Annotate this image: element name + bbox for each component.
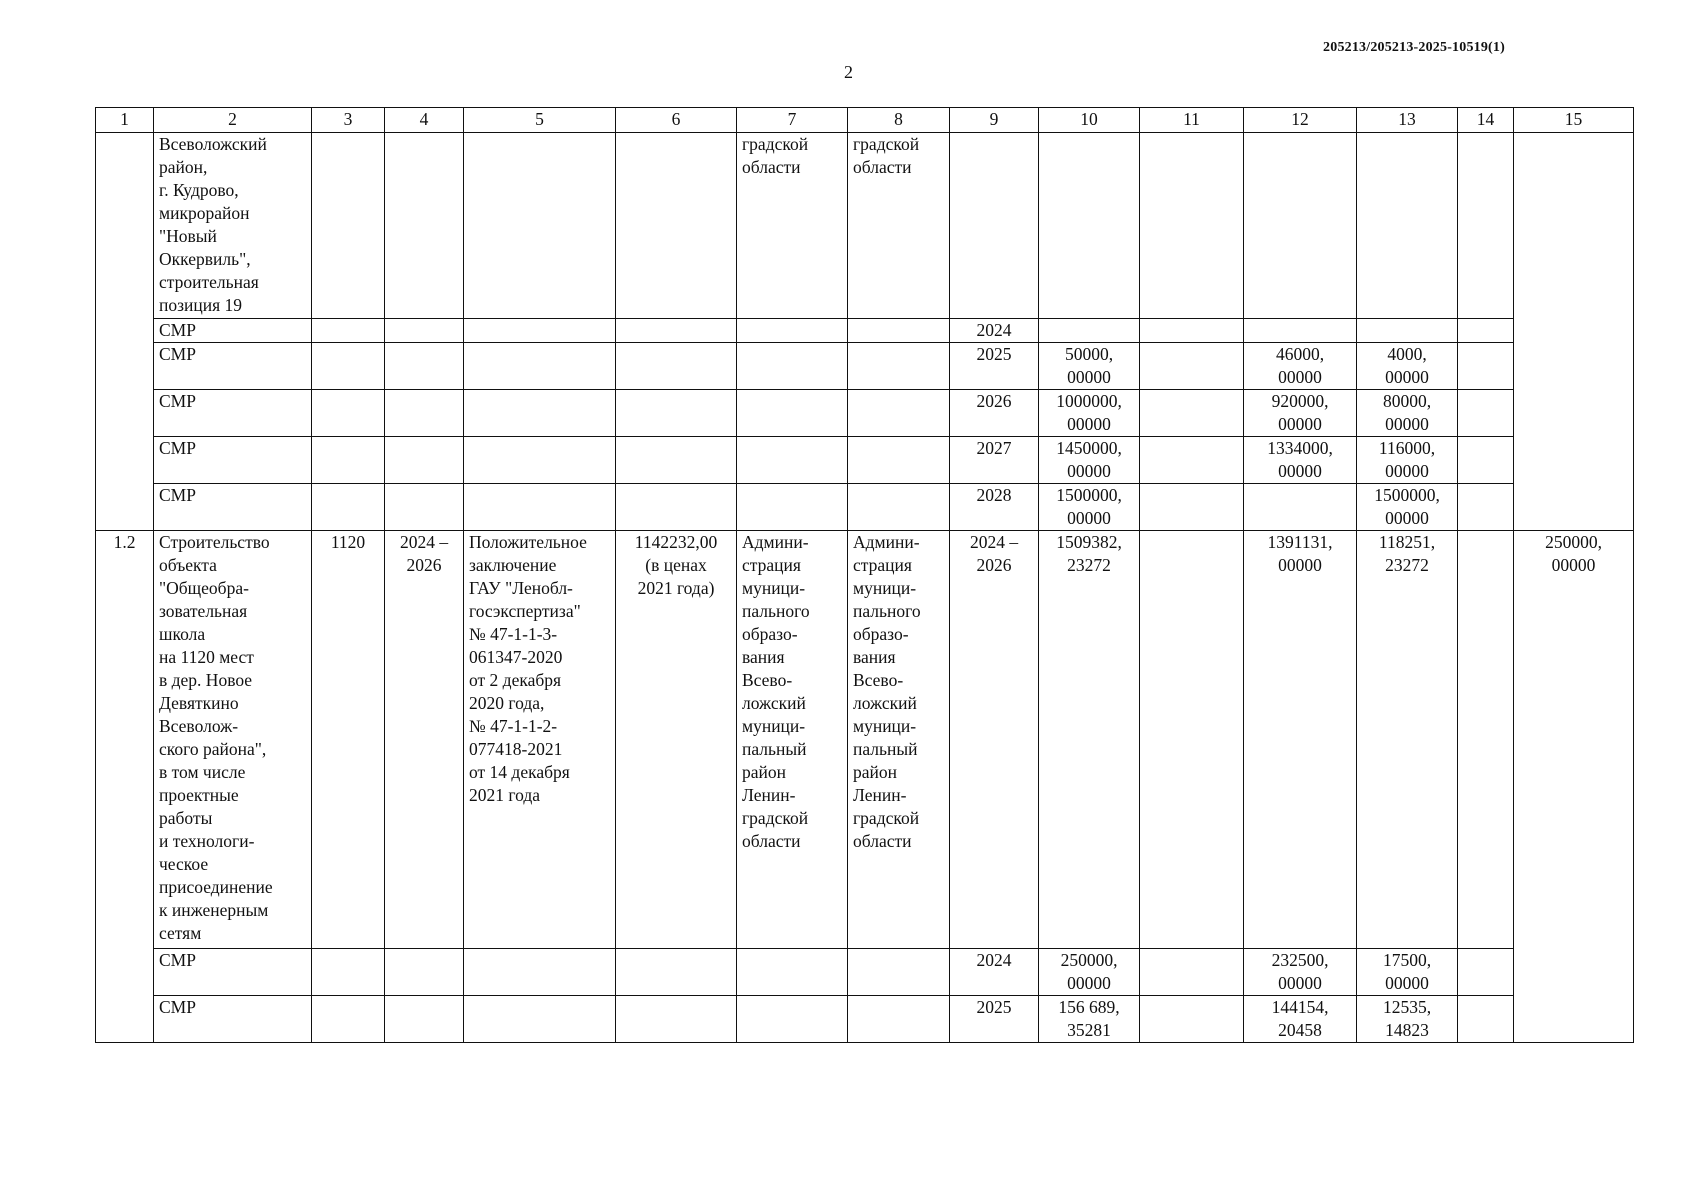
object-name-cell: Строительство объекта "Общеобра- зовательная школа на 1120 мест в дер. Новое Девяткино Всеволож- ского района", в том числе проектные работы и технологи- ческое присоединение к инженерным сетям bbox=[154, 531, 312, 949]
amount-local-cell: 116000, 00000 bbox=[1357, 437, 1458, 484]
amount-local-cell: 1500000, 00000 bbox=[1357, 484, 1458, 531]
document-id: 205213/205213-2025-10519(1) bbox=[1323, 40, 1505, 55]
table-cell bbox=[1140, 531, 1244, 949]
table-cell bbox=[737, 996, 848, 1043]
table-cell bbox=[385, 484, 464, 531]
table-cell bbox=[1140, 390, 1244, 437]
col-header: 13 bbox=[1357, 108, 1458, 133]
table-cell bbox=[385, 437, 464, 484]
col-header: 6 bbox=[616, 108, 737, 133]
table-cell bbox=[464, 484, 616, 531]
col-header: 11 bbox=[1140, 108, 1244, 133]
year-cell: 2026 bbox=[950, 390, 1039, 437]
amount-total-cell: 1509382, 23272 bbox=[1039, 531, 1140, 949]
year-cell: 2024 bbox=[950, 319, 1039, 343]
table-row bbox=[96, 133, 1634, 319]
table-cell bbox=[1458, 343, 1514, 390]
amount-regional-cell: 46000, 00000 bbox=[1244, 343, 1357, 390]
table-row bbox=[96, 390, 1634, 437]
amount-regional-cell: 144154, 20458 bbox=[1244, 996, 1357, 1043]
table-cell bbox=[848, 949, 950, 996]
table-cell bbox=[312, 133, 385, 319]
object-name-cell: Всеволожский район, г. Кудрово, микрорайон "Новый Оккервиль", строительная позиция 19 bbox=[154, 133, 312, 319]
col-header: 7 bbox=[737, 108, 848, 133]
table-cell bbox=[1514, 133, 1634, 531]
year-cell: 2024 – 2026 bbox=[950, 531, 1039, 949]
row-number-cell: 1.2 bbox=[96, 531, 154, 1043]
amount-local-cell bbox=[1357, 319, 1458, 343]
table-row bbox=[96, 949, 1634, 996]
table-cell bbox=[848, 996, 950, 1043]
amount-regional-cell: 920000, 00000 bbox=[1244, 390, 1357, 437]
capacity-cell: 1120 bbox=[312, 531, 385, 949]
table-row bbox=[96, 531, 1634, 949]
table-cell bbox=[737, 343, 848, 390]
table-row bbox=[96, 437, 1634, 484]
page-number: 2 bbox=[844, 62, 853, 82]
col-header: 8 bbox=[848, 108, 950, 133]
table-cell bbox=[616, 484, 737, 531]
table-cell bbox=[312, 343, 385, 390]
table-cell bbox=[737, 437, 848, 484]
work-type-cell: СМР bbox=[154, 949, 312, 996]
developer-cell: градской области bbox=[848, 133, 950, 319]
table-cell bbox=[385, 343, 464, 390]
table-cell bbox=[616, 390, 737, 437]
table-cell bbox=[1458, 437, 1514, 484]
year-cell: 2027 bbox=[950, 437, 1039, 484]
work-type-cell: СМР bbox=[154, 343, 312, 390]
table-cell bbox=[1039, 133, 1140, 319]
table-cell bbox=[385, 390, 464, 437]
table-row bbox=[96, 343, 1634, 390]
amount-extra-cell: 250000, 00000 bbox=[1514, 531, 1634, 1043]
col-header: 4 bbox=[385, 108, 464, 133]
table-cell bbox=[848, 484, 950, 531]
table-cell bbox=[385, 133, 464, 319]
work-type-cell: СМР bbox=[154, 484, 312, 531]
customer-cell: градской области bbox=[737, 133, 848, 319]
table-cell bbox=[312, 949, 385, 996]
table-cell bbox=[464, 949, 616, 996]
col-header: 12 bbox=[1244, 108, 1357, 133]
col-header: 10 bbox=[1039, 108, 1140, 133]
amount-local-cell: 80000, 00000 bbox=[1357, 390, 1458, 437]
table-cell bbox=[848, 390, 950, 437]
amount-total-cell: 50000, 00000 bbox=[1039, 343, 1140, 390]
column-number-row bbox=[96, 108, 1634, 133]
table-row bbox=[96, 996, 1634, 1043]
table-cell bbox=[312, 484, 385, 531]
amount-local-cell: 12535, 14823 bbox=[1357, 996, 1458, 1043]
table-cell bbox=[385, 319, 464, 343]
table-cell bbox=[616, 949, 737, 996]
table-cell bbox=[1458, 949, 1514, 996]
table-cell bbox=[737, 319, 848, 343]
table-cell bbox=[385, 949, 464, 996]
year-cell: 2028 bbox=[950, 484, 1039, 531]
year-cell: 2025 bbox=[950, 343, 1039, 390]
table-cell bbox=[848, 319, 950, 343]
amount-local-cell: 118251, 23272 bbox=[1357, 531, 1458, 949]
work-type-cell: СМР bbox=[154, 319, 312, 343]
col-header: 14 bbox=[1458, 108, 1514, 133]
table-cell bbox=[1458, 390, 1514, 437]
table-cell bbox=[1458, 319, 1514, 343]
work-type-cell: СМР bbox=[154, 437, 312, 484]
table-cell bbox=[616, 133, 737, 319]
table-cell bbox=[1458, 531, 1514, 949]
amount-total-cell: 1500000, 00000 bbox=[1039, 484, 1140, 531]
table-cell bbox=[1140, 437, 1244, 484]
table-cell bbox=[950, 133, 1039, 319]
table-cell bbox=[464, 437, 616, 484]
table-cell bbox=[1140, 949, 1244, 996]
expertise-cell: Положительное заключение ГАУ "Ленобл- госэкспертиза" № 47-1-1-3- 061347-2020 от 2 декабря 2020 года, № 47-1-1-2- 077418-2021 от 14 декабря 2021 года bbox=[464, 531, 616, 949]
budget-table bbox=[95, 107, 1634, 1043]
table-cell bbox=[616, 437, 737, 484]
col-header: 1 bbox=[96, 108, 154, 133]
table-cell bbox=[312, 390, 385, 437]
table-cell bbox=[1458, 996, 1514, 1043]
table-cell bbox=[1140, 343, 1244, 390]
col-header: 9 bbox=[950, 108, 1039, 133]
table-cell bbox=[464, 343, 616, 390]
table-cell bbox=[848, 343, 950, 390]
table-cell bbox=[616, 343, 737, 390]
work-type-cell: СМР bbox=[154, 390, 312, 437]
table-cell bbox=[385, 996, 464, 1043]
table-row bbox=[96, 319, 1634, 343]
amount-regional-cell: 1334000, 00000 bbox=[1244, 437, 1357, 484]
table-cell bbox=[737, 484, 848, 531]
table-row bbox=[96, 484, 1634, 531]
table-cell bbox=[616, 319, 737, 343]
amount-total-cell: 250000, 00000 bbox=[1039, 949, 1140, 996]
table-cell bbox=[1458, 484, 1514, 531]
amount-local-cell: 4000, 00000 bbox=[1357, 343, 1458, 390]
amount-total-cell: 1000000, 00000 bbox=[1039, 390, 1140, 437]
table-cell bbox=[1140, 319, 1244, 343]
table-cell bbox=[737, 390, 848, 437]
col-header: 15 bbox=[1514, 108, 1634, 133]
table-cell bbox=[737, 949, 848, 996]
amount-local-cell: 17500, 00000 bbox=[1357, 949, 1458, 996]
table-cell bbox=[464, 319, 616, 343]
col-header: 5 bbox=[464, 108, 616, 133]
amount-total-cell: 156 689, 35281 bbox=[1039, 996, 1140, 1043]
row-number-cell bbox=[96, 133, 154, 531]
work-type-cell: СМР bbox=[154, 996, 312, 1043]
amount-regional-cell: 1391131, 00000 bbox=[1244, 531, 1357, 949]
table-cell bbox=[464, 996, 616, 1043]
table-cell bbox=[1140, 996, 1244, 1043]
table-cell bbox=[464, 133, 616, 319]
table-cell bbox=[1244, 133, 1357, 319]
table-cell bbox=[1458, 133, 1514, 319]
col-header: 3 bbox=[312, 108, 385, 133]
year-cell: 2024 bbox=[950, 949, 1039, 996]
year-cell: 2025 bbox=[950, 996, 1039, 1043]
customer-cell: Админи- страция муници- пального образо- вания Всево- ложский муници- пальный район Ленин- градской области bbox=[737, 531, 848, 949]
period-cell: 2024 – 2026 bbox=[385, 531, 464, 949]
developer-cell: Админи- страция муници- пального образо- вания Всево- ложский муници- пальный район Ленин- градской области bbox=[848, 531, 950, 949]
amount-regional-cell bbox=[1244, 484, 1357, 531]
amount-regional-cell: 232500, 00000 bbox=[1244, 949, 1357, 996]
amount-regional-cell bbox=[1244, 319, 1357, 343]
amount-total-cell: 1450000, 00000 bbox=[1039, 437, 1140, 484]
table-cell bbox=[848, 437, 950, 484]
table-cell bbox=[616, 996, 737, 1043]
table-cell bbox=[312, 996, 385, 1043]
table-cell bbox=[312, 319, 385, 343]
table-cell bbox=[1140, 133, 1244, 319]
table-cell bbox=[1357, 133, 1458, 319]
col-header: 2 bbox=[154, 108, 312, 133]
amount-total-cell bbox=[1039, 319, 1140, 343]
table-cell bbox=[464, 390, 616, 437]
table-cell bbox=[1140, 484, 1244, 531]
estimated-cost-cell: 1142232,00 (в ценах 2021 года) bbox=[616, 531, 737, 949]
table-cell bbox=[312, 437, 385, 484]
